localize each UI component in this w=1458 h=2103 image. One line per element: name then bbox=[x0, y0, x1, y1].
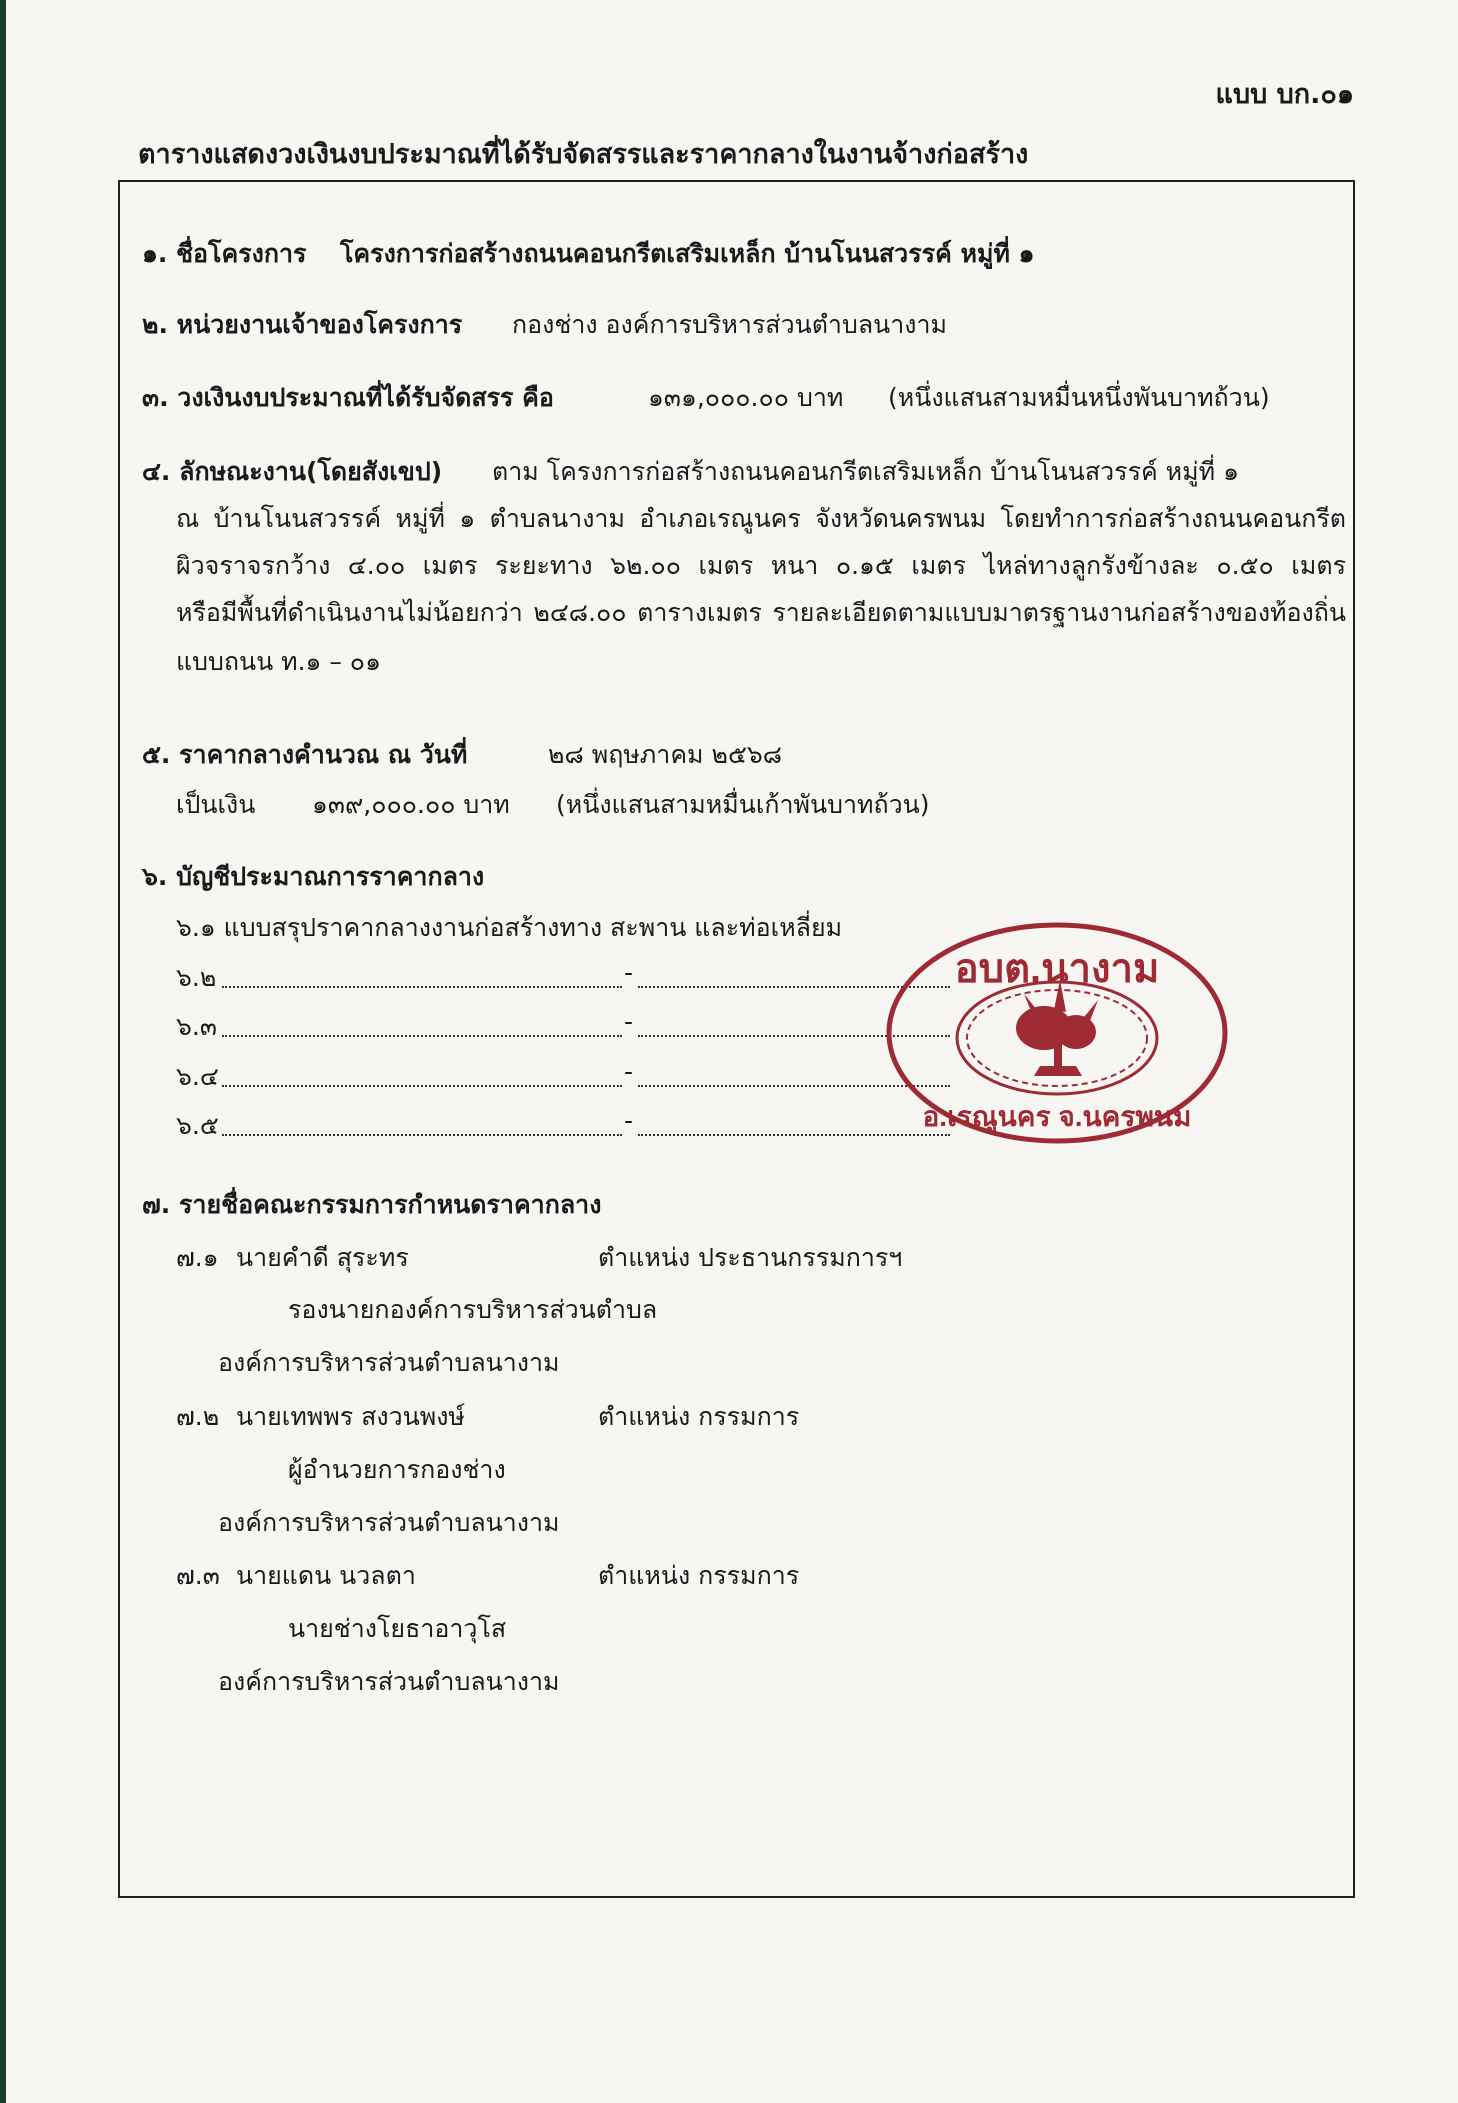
s6-item5: ๖.๕ bbox=[176, 1111, 219, 1140]
m2-org: องค์การบริหารส่วนตำบลนางาม bbox=[218, 1508, 560, 1537]
s6-item2-dash: - bbox=[624, 958, 634, 987]
m2-position: ผู้อำนวยการกองช่าง bbox=[288, 1455, 506, 1484]
s6-item1: ๖.๑ แบบสรุปราคากลางงานก่อสร้างทาง สะพาน และท่อเหลี่ยม bbox=[176, 913, 843, 942]
s4-line5: แบบถนน ท.๑ – ๐๑ bbox=[176, 647, 381, 676]
s3-label: ๓. วงเงินงบประมาณที่ได้รับจัดสรร คือ bbox=[142, 383, 554, 412]
m1-org: องค์การบริหารส่วนตำบลนางาม bbox=[218, 1348, 560, 1377]
m3-org: องค์การบริหารส่วนตำบลนางาม bbox=[218, 1667, 560, 1696]
s5-money-label: เป็นเงิน bbox=[176, 790, 256, 819]
m2-role: ตำแหน่ง กรรมการ bbox=[598, 1402, 800, 1431]
s6-item3: ๖.๓ bbox=[176, 1012, 217, 1041]
seal-top-text: อบต.นางาม bbox=[954, 947, 1160, 991]
s6-item5-dash: - bbox=[624, 1106, 634, 1135]
s3-words: (หนึ่งแสนสามหมื่นหนึ่งพันบาทถ้วน) bbox=[888, 383, 1270, 412]
s6-label: ๖. บัญชีประมาณการราคากลาง bbox=[142, 862, 485, 891]
m1-position: รองนายกองค์การบริหารส่วนตำบล bbox=[288, 1295, 658, 1324]
m2-name: นายเทพพร สงวนพงษ์ bbox=[236, 1402, 465, 1431]
s6-item2-dotline-a bbox=[222, 984, 622, 988]
s4-line1: ตาม โครงการก่อสร้างถนนคอนกรีตเสริมเหล็ก บ้านโนนสวรรค์ หมู่ที่ ๑ bbox=[492, 457, 1239, 486]
s4-line3: ผิวจราจรกว้าง ๔.๐๐ เมตร ระยะทาง ๖๒.๐๐ เมตร หนา ๐.๑๕ เมตร ไหล่ทางลูกรังข้างละ ๐.๕๐ เมตร bbox=[176, 551, 1346, 580]
m1-role: ตำแหน่ง ประธานกรรมการฯ bbox=[598, 1243, 903, 1272]
s1-label: ๑. ชื่อโครงการ bbox=[142, 239, 307, 268]
m1-num: ๗.๑ bbox=[176, 1243, 219, 1272]
s5-label: ๕. ราคากลางคำนวณ ณ วันที่ bbox=[142, 740, 468, 769]
m3-name: นายแดน นวลตา bbox=[236, 1561, 416, 1590]
s5-amount: ๑๓๙,๐๐๐.๐๐ บาท bbox=[312, 790, 510, 819]
form-code: แบบ บก.๐๑ bbox=[1215, 79, 1354, 110]
document-title: ตารางแสดงวงเงินงบประมาณที่ได้รับจัดสรรและราคากลางในงานจ้างก่อสร้าง bbox=[138, 139, 1029, 170]
s6-item4-dotline-a bbox=[222, 1083, 622, 1087]
s6-item3-dash: - bbox=[624, 1007, 634, 1036]
s5-words: (หนึ่งแสนสามหมื่นเก้าพันบาทถ้วน) bbox=[556, 790, 930, 819]
m3-role: ตำแหน่ง กรรมการ bbox=[598, 1561, 800, 1590]
s4-line4: หรือมีพื้นที่ดำเนินงานไม่น้อยกว่า ๒๔๘.๐๐ ตารางเมตร รายละเอียดตามแบบมาตรฐานงานก่อสร้างของท้องถิ่น bbox=[176, 598, 1346, 627]
s2-value: กองช่าง องค์การบริหารส่วนตำบลนางาม bbox=[512, 310, 948, 339]
m3-num: ๗.๓ bbox=[176, 1561, 220, 1590]
s4-line2: ณ บ้านโนนสวรรค์ หมู่ที่ ๑ ตำบลนางาม อำเภอเรณูนคร จังหวัดนครพนม โดยทำการก่อสร้างถนนคอนกรีต bbox=[176, 504, 1346, 533]
seal-emblem-icon bbox=[1016, 980, 1098, 1076]
s1-value: โครงการก่อสร้างถนนคอนกรีตเสริมเหล็ก บ้านโนนสวรรค์ หมู่ที่ ๑ bbox=[340, 239, 1035, 268]
s6-item4: ๖.๔ bbox=[176, 1062, 219, 1091]
s7-label: ๗. รายชื่อคณะกรรมการกำหนดราคากลาง bbox=[142, 1190, 602, 1219]
m3-position: นายช่างโยธาอาวุโส bbox=[288, 1614, 507, 1643]
s5-date: ๒๘ พฤษภาคม ๒๕๖๘ bbox=[548, 740, 783, 769]
m1-name: นายคำดี สุระทร bbox=[236, 1243, 409, 1272]
seal-bottom-text: อ.เรณูนคร จ.นครพนม bbox=[922, 1101, 1192, 1132]
s6-item5-dotline-a bbox=[222, 1132, 622, 1136]
m2-num: ๗.๒ bbox=[176, 1402, 220, 1431]
s2-label: ๒. หน่วยงานเจ้าของโครงการ bbox=[142, 310, 463, 339]
s3-amount: ๑๓๑,๐๐๐.๐๐ บาท bbox=[648, 383, 844, 412]
s6-item3-dotline-a bbox=[222, 1033, 622, 1037]
s6-item2: ๖.๒ bbox=[176, 963, 217, 992]
left-edge-bar bbox=[0, 0, 6, 2103]
s6-item4-dash: - bbox=[624, 1057, 634, 1086]
s4-label: ๔. ลักษณะงาน(โดยสังเขป) bbox=[142, 457, 443, 486]
organization-seal bbox=[884, 920, 1230, 1146]
